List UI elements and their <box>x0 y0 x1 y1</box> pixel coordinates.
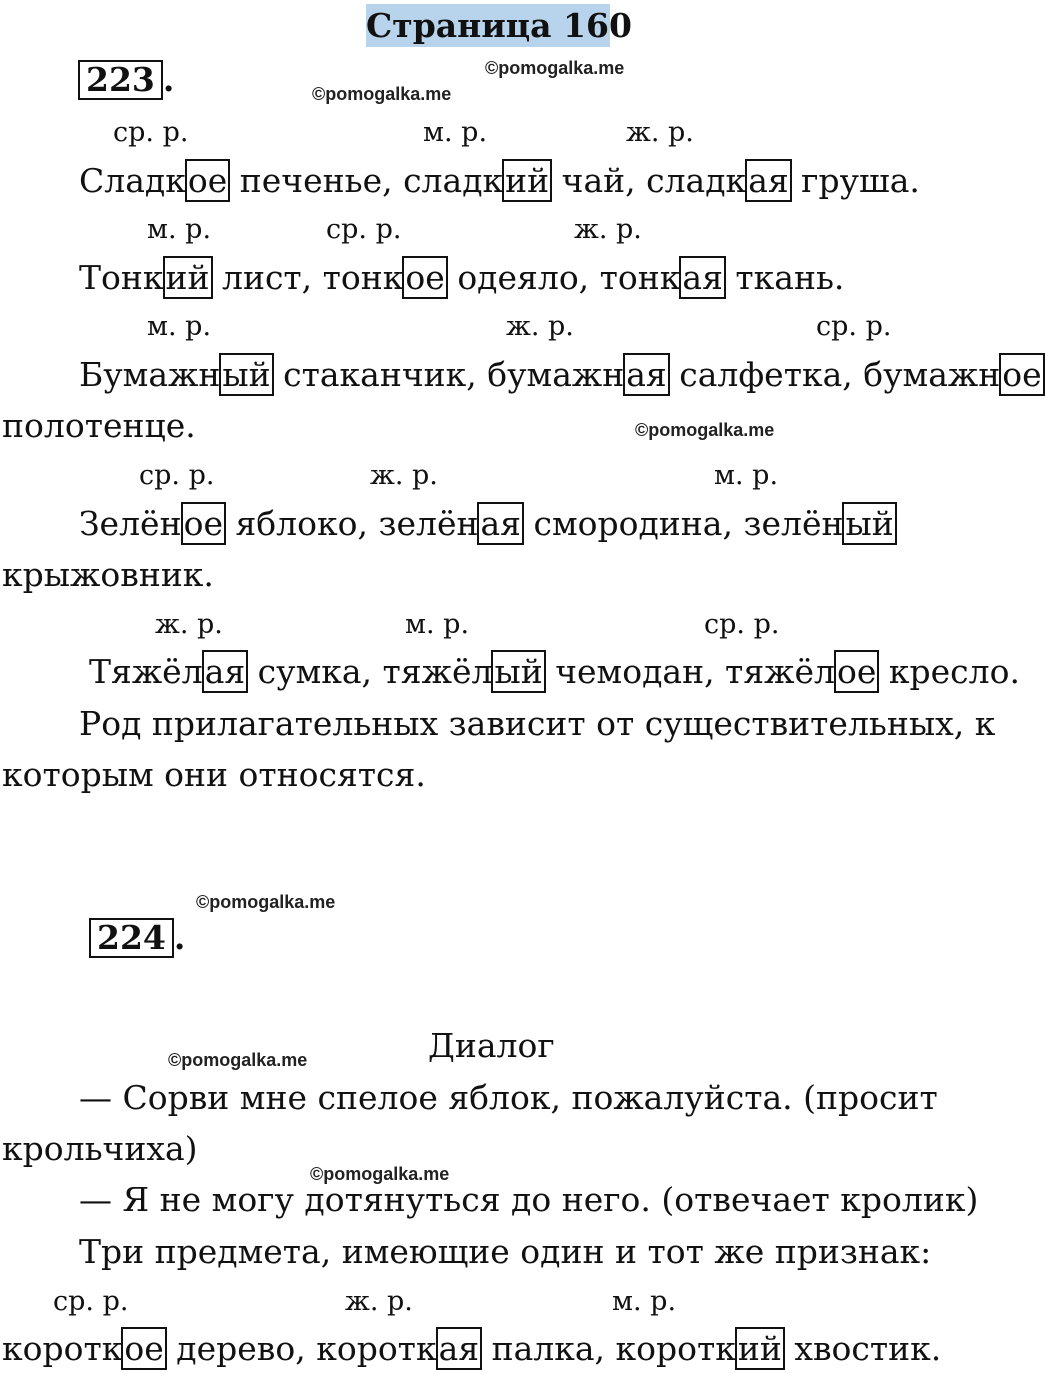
gender-label: ж. р. <box>626 117 694 148</box>
gender-label: ж. р. <box>370 460 438 491</box>
gender-label: ср. р. <box>326 214 402 245</box>
exercise-223-number: 223 . <box>78 60 174 100</box>
ending-box: ий <box>163 256 213 299</box>
ending-box: ая <box>745 159 792 202</box>
watermark: ©pomogalka.me <box>635 420 775 440</box>
dialog-line-1: — Сорви мне спелое яблок, пожалуйста. (просит <box>79 1078 938 1117</box>
sentence-4: Зелёное яблоко, зелёная смородина, зелёный <box>79 504 896 544</box>
watermark: ©pomogalka.me <box>168 1050 308 1070</box>
gender-label: ср. р. <box>113 117 189 148</box>
conclusion: Род прилагательных зависит от существительных, к <box>79 704 996 743</box>
sentence-5: Тяжёлая сумка, тяжёлый чемодан, тяжёлое кресло. <box>89 652 1020 691</box>
ending-box: ый <box>491 650 545 693</box>
gender-label: ср. р. <box>704 609 780 640</box>
ending-box: ий <box>502 159 552 202</box>
ending-box: ая <box>623 353 670 396</box>
dialog-title: Диалог <box>428 1026 555 1065</box>
ending-box: ое <box>999 353 1044 396</box>
ending-box: ое <box>181 502 226 545</box>
gender-label: м. р. <box>612 1286 677 1317</box>
watermark: ©pomogalka.me <box>485 58 625 78</box>
gender-label: ж. р. <box>574 214 642 245</box>
gender-label: м. р. <box>714 460 779 491</box>
sentence-6: короткое дерево, короткая палка, короткий хвостик. <box>2 1329 942 1368</box>
gender-label: ср. р. <box>816 311 892 342</box>
ending-box: ая <box>436 1327 483 1370</box>
watermark: ©pomogalka.me <box>310 1164 450 1184</box>
ending-box: ый <box>219 353 273 396</box>
ending-box: ый <box>842 502 896 545</box>
ending-box: ая <box>679 256 726 299</box>
dialog-line-1-continuation: крольчиха) <box>2 1129 198 1168</box>
gender-label: м. р. <box>405 609 470 640</box>
gender-label: ж. р. <box>345 1286 413 1317</box>
gender-label: м. р. <box>147 214 212 245</box>
conclusion-continuation: которым они относятся. <box>2 755 426 794</box>
ending-box: ое <box>402 256 447 299</box>
exercise-224-number: 224 . <box>89 918 185 958</box>
ending-box: ое <box>185 159 230 202</box>
gender-label: ж. р. <box>506 311 574 342</box>
gender-label: ср. р. <box>53 1286 129 1317</box>
page-title: Страница 160 <box>366 6 632 45</box>
gender-label: ср. р. <box>139 460 215 491</box>
sentence-4-continuation: крыжовник. <box>2 555 214 594</box>
ending-box: ий <box>735 1327 785 1370</box>
sentence-3-continuation: полотенце. <box>2 406 196 445</box>
sentence-3: Бумажный стаканчик, бумажная салфетка, бумажное <box>79 355 1044 395</box>
gender-label: ж. р. <box>155 609 223 640</box>
ending-box: ая <box>477 502 524 545</box>
watermark: ©pomogalka.me <box>312 84 452 104</box>
sentence-2: Тонкий лист, тонкое одеяло, тонкая ткань. <box>79 258 845 297</box>
ending-box: ая <box>202 650 249 693</box>
ending-box: ое <box>121 1327 166 1370</box>
ending-box: ое <box>834 650 879 693</box>
sentence-1: Сладкое печенье, сладкий чай, сладкая груша. <box>79 161 920 200</box>
gender-label: м. р. <box>423 117 488 148</box>
dialog-line-2: — Я не могу дотянуться до него. (отвечает кролик) <box>79 1180 979 1219</box>
gender-label: м. р. <box>147 311 212 342</box>
watermark: ©pomogalka.me <box>196 892 336 912</box>
task-line: Три предмета, имеющие один и тот же признак: <box>79 1232 932 1271</box>
